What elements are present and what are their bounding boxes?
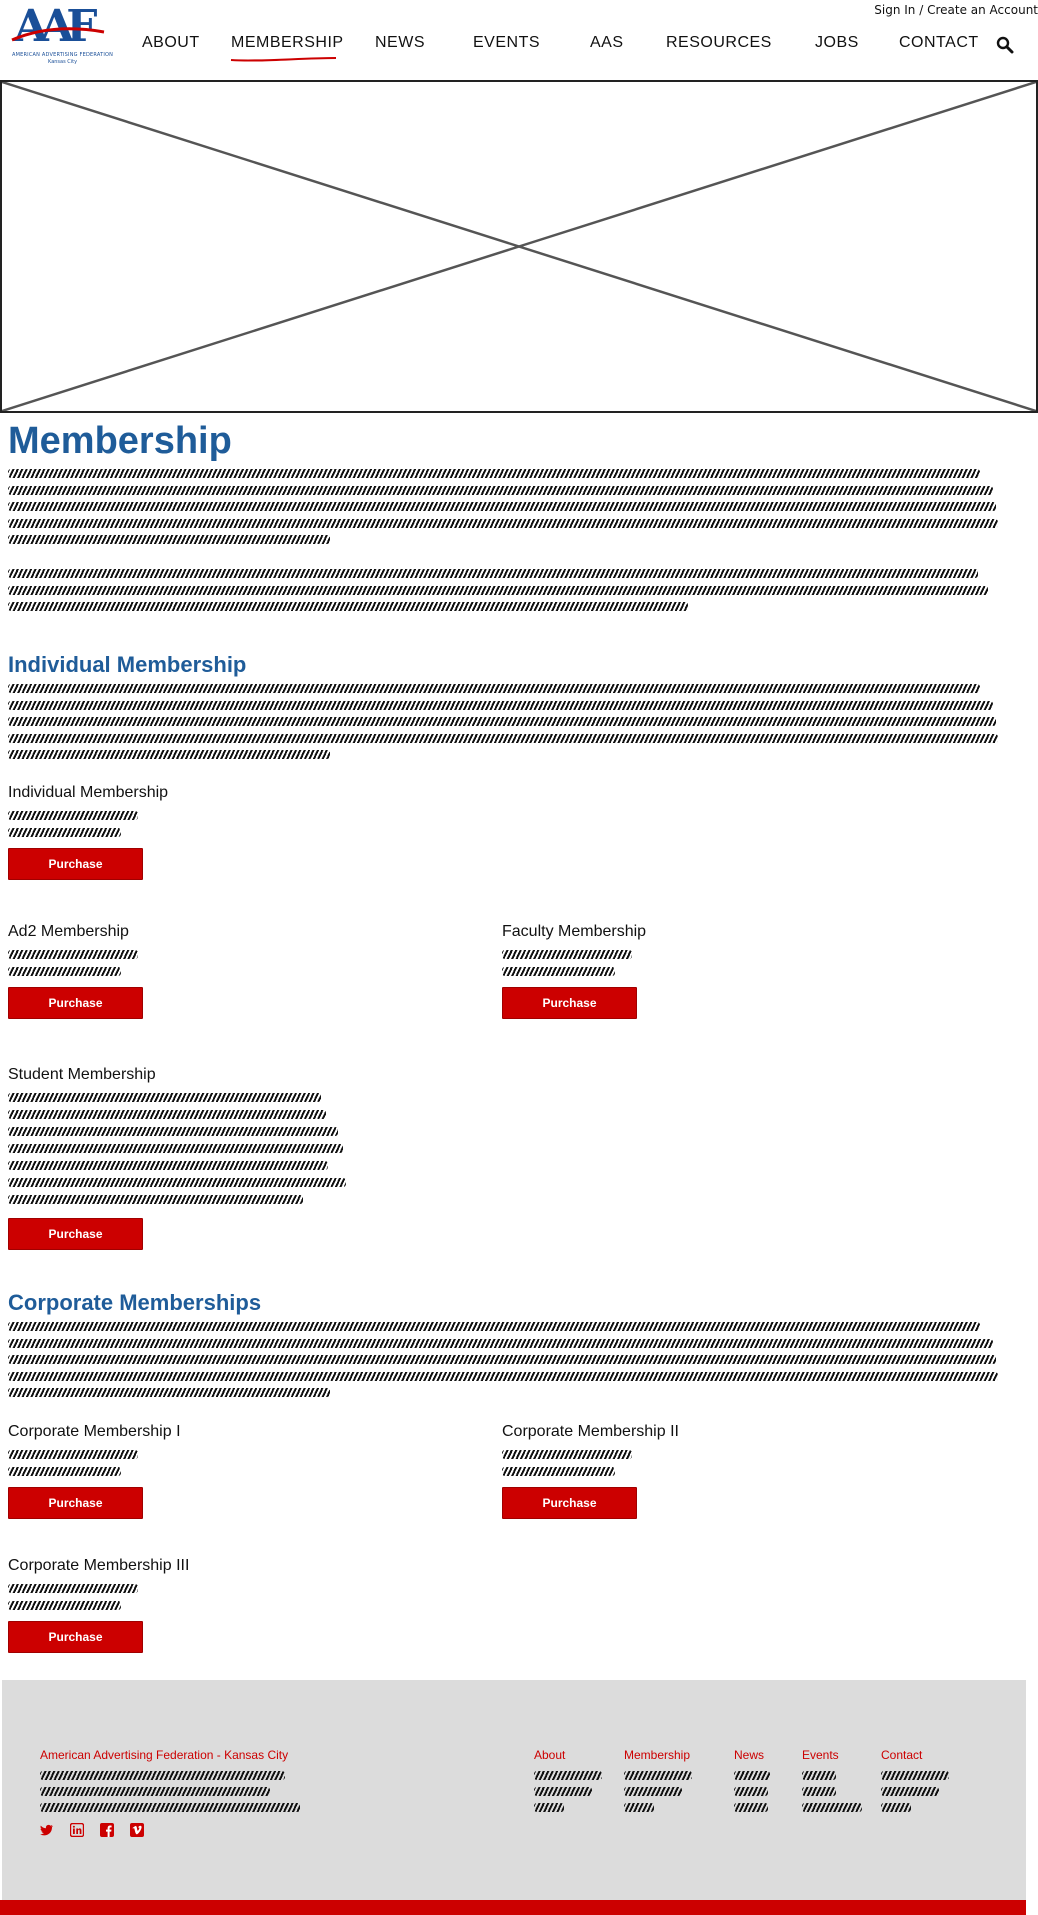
linkedin-icon[interactable] xyxy=(70,1823,84,1837)
nav-aas[interactable]: AAS xyxy=(590,34,624,51)
placeholder-cross xyxy=(2,82,1036,411)
footer-link-events[interactable]: Events xyxy=(802,1748,839,1762)
twitter-icon[interactable] xyxy=(40,1823,54,1837)
vimeo-icon[interactable] xyxy=(130,1823,144,1837)
purchase-button-ad2[interactable]: Purchase xyxy=(8,987,143,1019)
purchase-button-corporate-3[interactable]: Purchase xyxy=(8,1621,143,1653)
nav-events[interactable]: EVENTS xyxy=(473,34,541,51)
nav-resources[interactable]: RESOURCES xyxy=(666,34,772,51)
sign-in-link[interactable]: Sign In / Create an Account xyxy=(874,3,1038,17)
logo-swoosh xyxy=(10,24,106,44)
search-icon[interactable] xyxy=(996,36,1014,54)
footer-link-membership[interactable]: Membership xyxy=(624,1748,691,1762)
nav-membership[interactable]: MEMBERSHIP xyxy=(231,34,344,51)
card-title: Corporate Membership I xyxy=(8,1423,181,1440)
card-title: Ad2 Membership xyxy=(8,923,129,940)
footer-bottom-bar xyxy=(0,1900,1026,1915)
footer-link-contact[interactable]: Contact xyxy=(881,1748,923,1762)
facebook-icon[interactable] xyxy=(100,1823,114,1837)
page-title: Membership xyxy=(8,420,232,462)
purchase-button-individual[interactable]: Purchase xyxy=(8,848,143,880)
nav-about[interactable]: ABOUT xyxy=(142,34,200,51)
card-title: Individual Membership xyxy=(8,784,169,801)
nav-jobs[interactable]: JOBS xyxy=(815,34,859,51)
logo-mark: AAF xyxy=(14,1,90,52)
nav-contact[interactable]: CONTACT xyxy=(899,34,979,51)
hero-image-placeholder xyxy=(0,80,1038,413)
footer-link-news[interactable]: News xyxy=(734,1748,765,1762)
nav-news[interactable]: NEWS xyxy=(375,34,425,51)
aaf-logo[interactable] xyxy=(10,1,114,66)
purchase-button-corporate-2[interactable]: Purchase xyxy=(502,1487,637,1519)
card-title: Faculty Membership xyxy=(502,923,647,940)
card-title: Student Membership xyxy=(8,1066,156,1083)
logo-city: Kansas City xyxy=(48,59,78,65)
section-title-individual: Individual Membership xyxy=(8,652,247,677)
purchase-button-faculty[interactable]: Purchase xyxy=(502,987,637,1019)
purchase-button-corporate-1[interactable]: Purchase xyxy=(8,1487,143,1519)
card-title: Corporate Membership III xyxy=(8,1557,190,1574)
section-title-corporate: Corporate Memberships xyxy=(8,1290,262,1315)
card-title: Corporate Membership II xyxy=(502,1423,679,1440)
logo-subtitle: AMERICAN ADVERTISING FEDERATION xyxy=(12,52,114,58)
footer-org-name: American Advertising Federation - Kansas City xyxy=(40,1748,289,1762)
active-nav-underline xyxy=(230,56,338,62)
footer-link-about[interactable]: About xyxy=(534,1748,566,1762)
footer xyxy=(2,1680,1026,1900)
purchase-button-student[interactable]: Purchase xyxy=(8,1218,143,1250)
